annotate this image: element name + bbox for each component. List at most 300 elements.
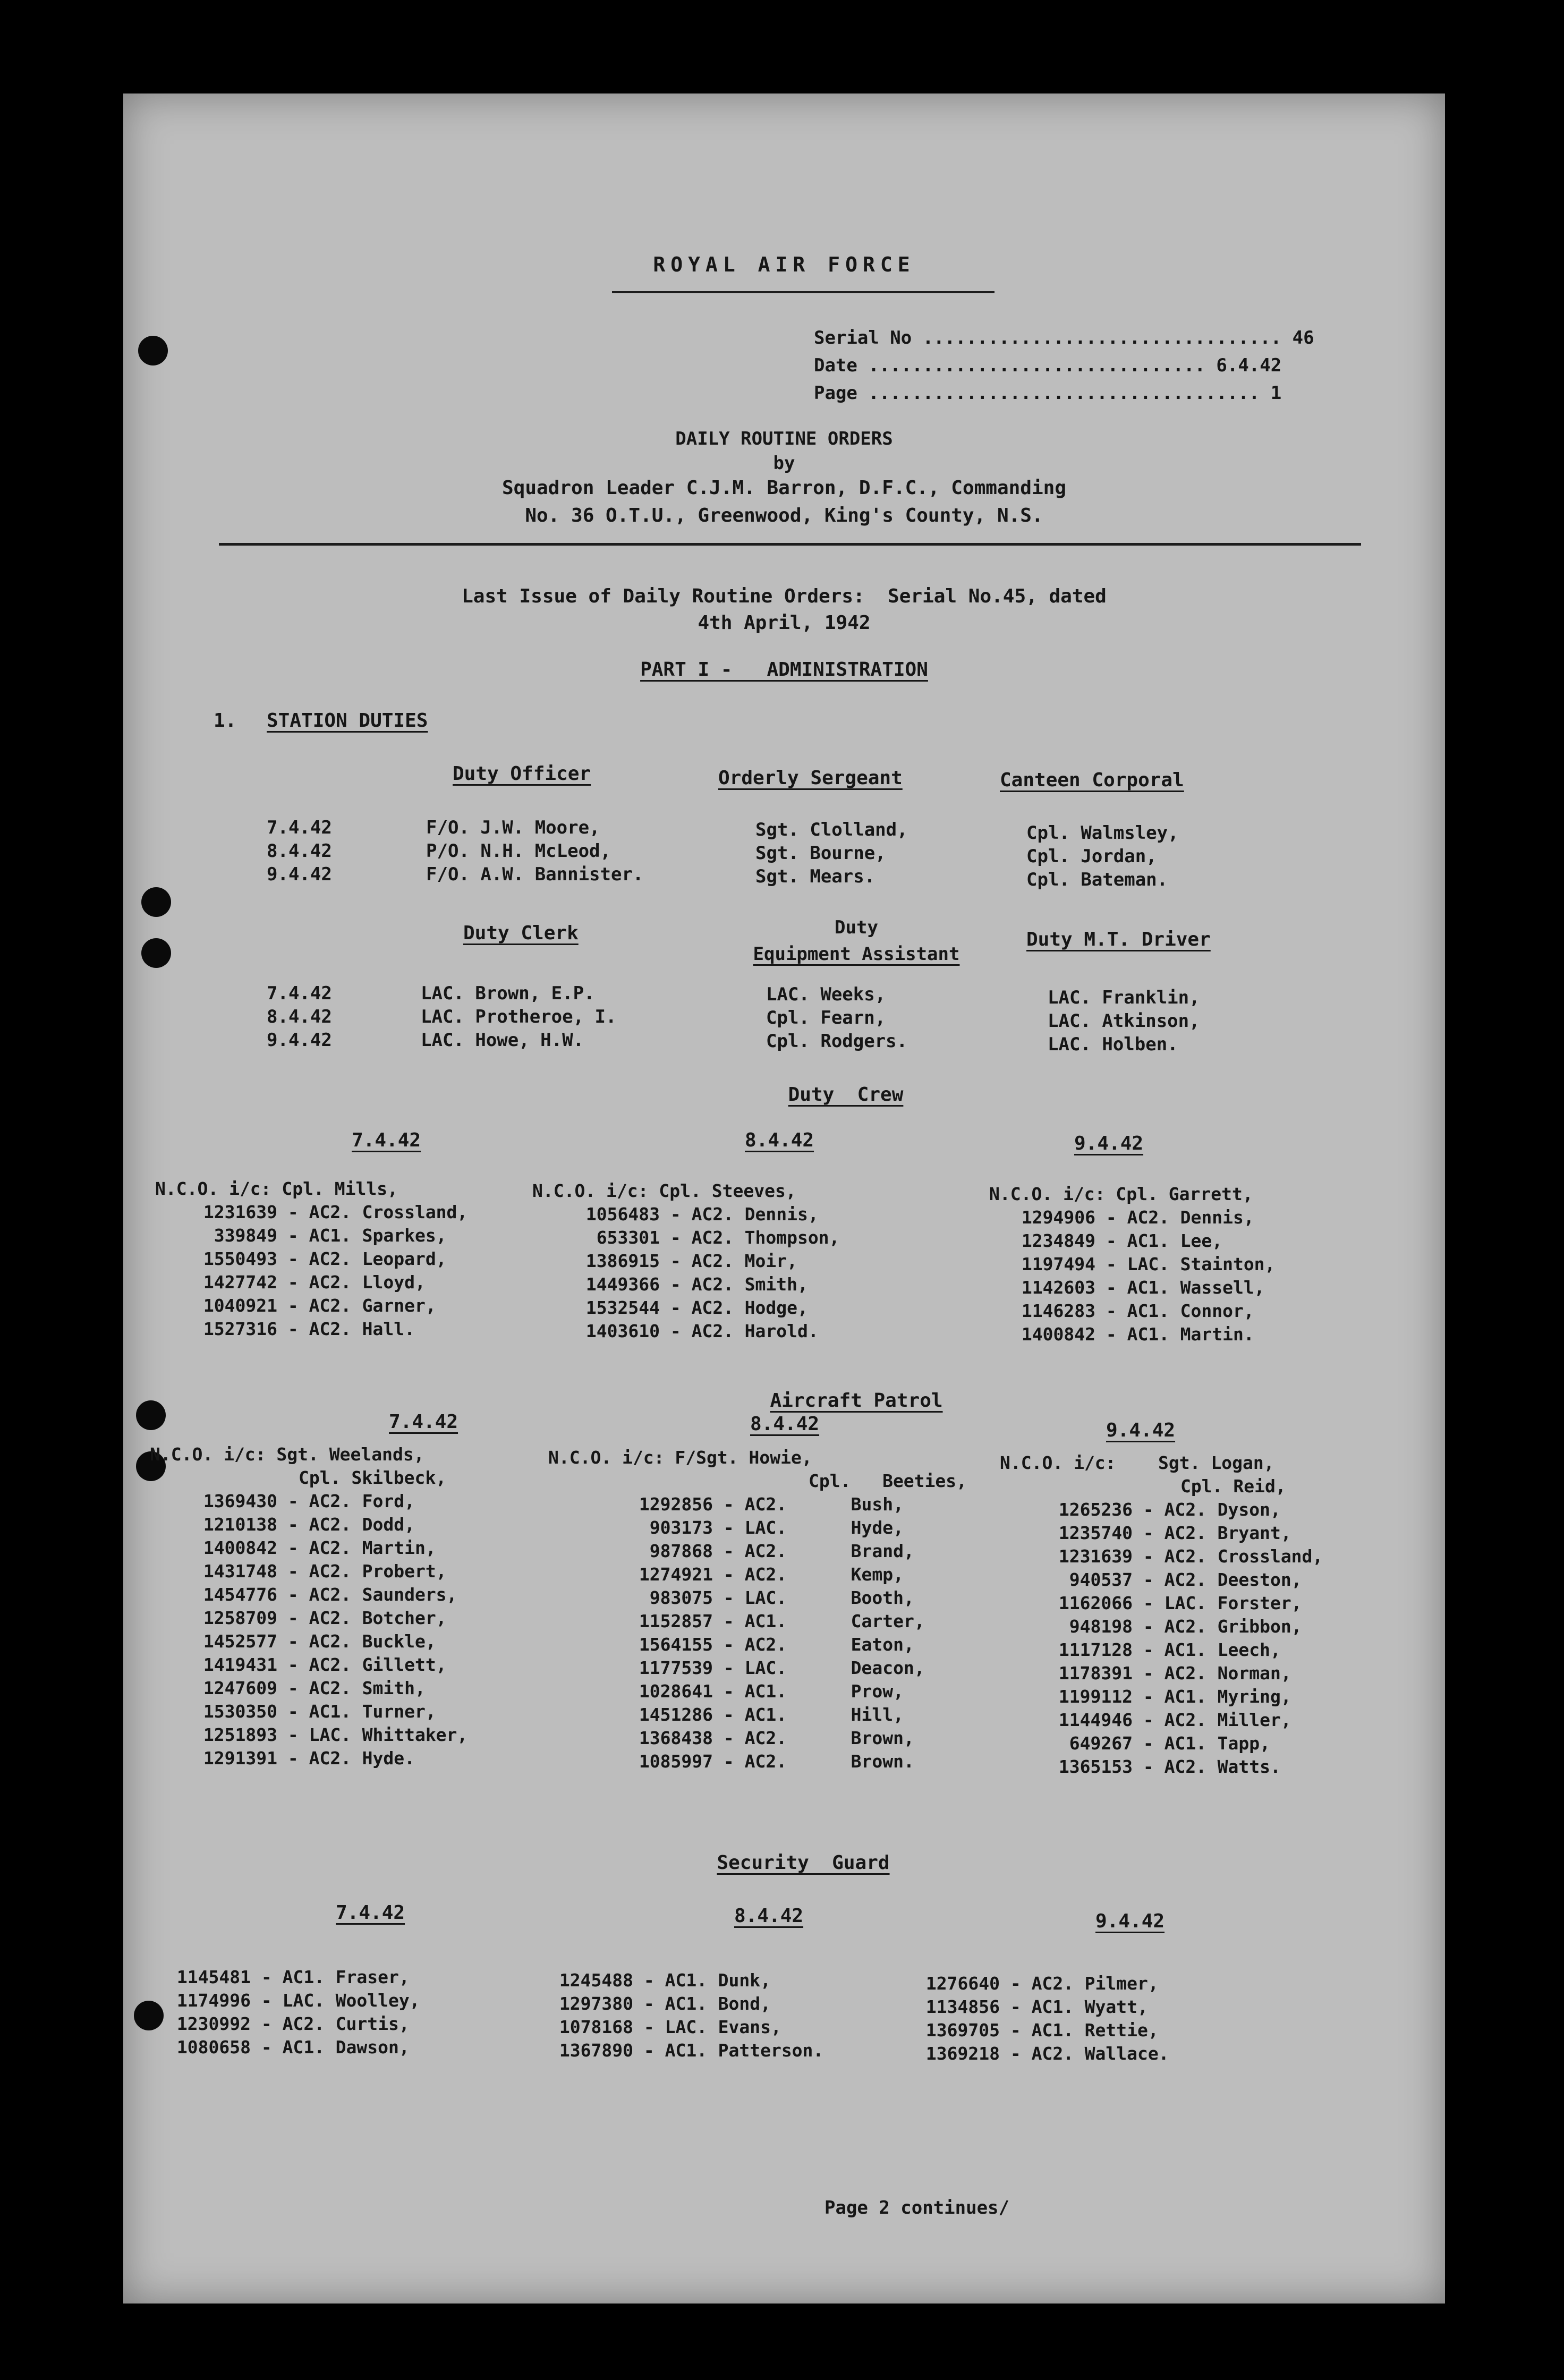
org-title: ROYAL AIR FORCE — [653, 253, 915, 276]
grade: AC2. — [744, 1564, 787, 1585]
surname: Myring, — [1217, 1686, 1291, 1707]
service-number: 1265236 — [1058, 1499, 1133, 1520]
grade: AC1. — [309, 1225, 352, 1246]
grade: AC2. — [691, 1204, 734, 1225]
surname: Crossland, — [1217, 1546, 1323, 1567]
grade: AC2. — [1164, 1756, 1207, 1777]
service-number: 653301 — [596, 1227, 660, 1248]
grade: LAC. — [744, 1658, 787, 1678]
grade: AC1. — [1164, 1639, 1207, 1660]
surname: Bond, — [718, 1993, 771, 2014]
service-number: 1427742 — [203, 1272, 277, 1293]
list-item: 1451286 - AC1. Hill, — [607, 1703, 967, 1727]
surname: Bush, — [851, 1494, 904, 1515]
list-item: 1117128 - AC1. Leech, — [1000, 1638, 1323, 1662]
surname: Fraser, — [335, 1967, 410, 1987]
surname: Probert, — [362, 1561, 447, 1582]
grade: AC2. — [1164, 1499, 1207, 1520]
grade: AC2. — [1127, 1207, 1170, 1228]
header-equipment-1: Duty — [835, 917, 878, 938]
punch-hole — [141, 938, 171, 968]
surname: Patterson. — [718, 2040, 824, 2061]
surname: Hodge, — [744, 1297, 808, 1318]
list-item: 1145481 - AC1. Fraser, — [123, 1966, 420, 1989]
duty-crew-date: 7.4.42 — [352, 1129, 421, 1151]
grade: AC2. — [691, 1274, 734, 1295]
grade: AC1. — [665, 1993, 708, 2014]
grade: AC1. — [1127, 1277, 1170, 1298]
surname: Moir, — [744, 1251, 797, 1271]
service-number: 1532544 — [585, 1297, 660, 1318]
surname: Dennis, — [1180, 1207, 1254, 1228]
service-number: 1294906 — [1021, 1207, 1095, 1228]
service-number: 1368438 — [639, 1728, 713, 1748]
mt-driver: LAC. Franklin, — [1048, 987, 1200, 1008]
grade: AC2. — [309, 1748, 352, 1769]
equipment-assistant-list — [766, 983, 907, 1053]
nco-in-charge: N.C.O. i/c: Sgt. Logan, — [1000, 1452, 1274, 1473]
list-item: 1235740 - AC2. Bryant, — [1000, 1522, 1323, 1545]
list-item: 1365153 - AC2. Watts. — [1000, 1755, 1323, 1779]
service-number: 1564155 — [639, 1634, 713, 1655]
header-canteen-corporal: Canteen Corporal — [1000, 769, 1184, 791]
grade: LAC. — [744, 1517, 787, 1538]
surname: Tapp, — [1217, 1733, 1270, 1754]
mt-driver: LAC. Holben. — [1048, 1034, 1178, 1055]
service-number: 1199112 — [1058, 1686, 1133, 1707]
grade: AC2. — [691, 1297, 734, 1318]
list-item: 1056483 - AC2. Dennis, — [532, 1203, 839, 1226]
duty-officer: F/O. J.W. Moore, — [426, 817, 600, 838]
surname: Dyson, — [1217, 1499, 1281, 1520]
surname: Curtis, — [335, 2013, 410, 2034]
list-item: 903173 - LAC. Hyde, — [607, 1516, 967, 1540]
list-item: 1400842 - AC1. Martin. — [989, 1323, 1275, 1346]
surname: Gillett, — [362, 1654, 447, 1675]
page-line: Page .................................... 1 — [814, 382, 1282, 404]
list-item: 1530350 - AC1. Turner, — [150, 1700, 468, 1723]
service-number: 1152857 — [639, 1611, 713, 1631]
canteen-corporal: Cpl. Jordan, — [1026, 846, 1157, 867]
list-item: 1449366 - AC2. Smith, — [532, 1273, 839, 1296]
surname: Deacon, — [851, 1658, 925, 1678]
list-item: 1369430 - AC2. Ford, — [150, 1490, 468, 1513]
grade: AC2. — [1164, 1569, 1207, 1590]
surname: Booth, — [851, 1587, 914, 1608]
surname: Harold. — [744, 1321, 819, 1341]
service-number: 987868 — [649, 1541, 713, 1561]
grade: LAC. — [282, 1990, 325, 2011]
surname: Ford, — [362, 1491, 415, 1511]
grade: AC2. — [744, 1634, 787, 1655]
list-item: 1294906 - AC2. Dennis, — [989, 1206, 1275, 1229]
surname: Crossland, — [362, 1202, 468, 1222]
surname: Pilmer, — [1084, 1973, 1159, 1994]
patrol-date: 8.4.42 — [750, 1413, 820, 1435]
service-number: 1162066 — [1058, 1593, 1133, 1613]
grade: AC2. — [309, 1514, 352, 1535]
grade: AC1. — [1164, 1733, 1207, 1754]
unit-line: No. 36 O.T.U., Greenwood, King's County, N.S. — [525, 505, 1043, 526]
grade: LAC. — [1127, 1254, 1170, 1274]
service-number: 1365153 — [1058, 1756, 1133, 1777]
grade: AC2. — [744, 1494, 787, 1515]
nco-in-charge: N.C.O. i/c: Sgt. Weelands, — [150, 1444, 424, 1465]
surname: Whittaker, — [362, 1724, 468, 1745]
list-item: 1152857 - AC1. Carter, — [607, 1610, 967, 1633]
list-item: 339849 - AC1. Sparkes, — [155, 1224, 468, 1247]
surname: Smith, — [362, 1678, 426, 1698]
orders-by: by — [773, 453, 795, 474]
service-number: 1178391 — [1058, 1663, 1133, 1684]
officer-dates — [267, 816, 332, 886]
grade: AC1. — [282, 1967, 325, 1987]
date-line: Date ............................... 6.4.42 — [814, 355, 1282, 376]
surname: Dennis, — [744, 1204, 819, 1225]
duty-clerk: LAC. Howe, H.W. — [421, 1030, 584, 1051]
surname: Buckle, — [362, 1631, 436, 1652]
list-item: 983075 - LAC. Booth, — [607, 1586, 967, 1610]
list-item: 1265236 - AC2. Dyson, — [1000, 1498, 1323, 1522]
service-number: 1431748 — [203, 1561, 277, 1582]
service-number: 1251893 — [203, 1724, 277, 1745]
orderly-sergeant: Sgt. Bourne, — [755, 843, 886, 864]
grade: AC1. — [665, 2040, 708, 2061]
grade: AC1. — [744, 1704, 787, 1725]
grade: AC2. — [1164, 1710, 1207, 1730]
duty-crew-day-3 — [989, 1183, 1275, 1346]
surname: Connor, — [1180, 1300, 1254, 1321]
equipment-assistant: LAC. Weeks, — [766, 984, 886, 1005]
security-guard-day-2 — [506, 1969, 823, 2062]
punch-hole — [136, 1400, 166, 1430]
surname: Hyde, — [851, 1517, 904, 1538]
service-number: 1258709 — [203, 1608, 277, 1628]
page-continues-note: Page 2 continues/ — [824, 2197, 1009, 2218]
list-item: 1369705 - AC1. Rettie, — [872, 2019, 1169, 2042]
list-item: 1234849 - AC1. Lee, — [989, 1229, 1275, 1253]
nco-in-charge: N.C.O. i/c: F/Sgt. Howie, — [548, 1447, 812, 1468]
surname: Lloyd, — [362, 1272, 426, 1293]
grade: AC1. — [1164, 1686, 1207, 1707]
security-guard-day-3 — [872, 1972, 1169, 2066]
list-item: 1291391 - AC2. Hyde. — [150, 1747, 468, 1770]
guard-date: 7.4.42 — [336, 1902, 405, 1924]
service-number: 1369430 — [203, 1491, 277, 1511]
service-number: 1174996 — [176, 1990, 251, 2011]
list-item: 1078168 - LAC. Evans, — [506, 2016, 823, 2039]
service-number: 1117128 — [1058, 1639, 1133, 1660]
grade: LAC. — [665, 2017, 708, 2037]
service-number: 1527316 — [203, 1319, 277, 1339]
list-item: 1162066 - LAC. Forster, — [1000, 1592, 1323, 1615]
surname: Martin, — [362, 1537, 436, 1558]
service-number: 1056483 — [585, 1204, 660, 1225]
list-item: 1276640 - AC2. Pilmer, — [872, 1972, 1169, 1995]
section-title: STATION DUTIES — [267, 710, 428, 732]
list-item: 1369218 - AC2. Wallace. — [872, 2042, 1169, 2066]
service-number: 1530350 — [203, 1701, 277, 1722]
duty-officer: F/O. A.W. Bannister. — [426, 864, 644, 885]
grade: AC2. — [309, 1319, 352, 1339]
surname: Garner, — [362, 1295, 436, 1316]
punch-hole — [138, 336, 168, 366]
list-item: 1199112 - AC1. Myring, — [1000, 1685, 1323, 1708]
header-duty-officer: Duty Officer — [453, 763, 591, 785]
list-item: 1210138 - AC2. Dodd, — [150, 1513, 468, 1536]
list-item: 948198 - AC2. Gribbon, — [1000, 1615, 1323, 1638]
service-number: 983075 — [649, 1587, 713, 1608]
duty-clerk: LAC. Brown, E.P. — [421, 983, 595, 1004]
service-number: 1454776 — [203, 1584, 277, 1605]
service-number: 1403610 — [585, 1321, 660, 1341]
list-item: 1454776 - AC2. Saunders, — [150, 1583, 468, 1606]
list-item: 1527316 - AC2. Hall. — [155, 1318, 468, 1341]
orderly-sergeant: Sgt. Mears. — [755, 866, 876, 887]
surname: Kemp, — [851, 1564, 904, 1585]
surname: Woolley, — [335, 1990, 420, 2011]
grade: AC2. — [309, 1678, 352, 1698]
second-nco: Cpl. Reid, — [1180, 1476, 1286, 1497]
surname: Bryant, — [1217, 1523, 1291, 1543]
grade: AC2. — [309, 1537, 352, 1558]
list-item: 1386915 - AC2. Moir, — [532, 1250, 839, 1273]
aircraft-patrol-day-2 — [548, 1446, 967, 1773]
grade: AC2. — [691, 1227, 734, 1248]
grade: AC1. — [744, 1611, 787, 1631]
service-number: 903173 — [649, 1517, 713, 1538]
list-item: 1231639 - AC2. Crossland, — [1000, 1545, 1323, 1568]
list-item: 1080658 - AC1. Dawson, — [123, 2036, 420, 2059]
surname: Brown. — [851, 1751, 914, 1772]
surname: Leech, — [1217, 1639, 1281, 1660]
service-number: 1197494 — [1021, 1254, 1095, 1274]
document-page — [123, 94, 1445, 2304]
surname: Brand, — [851, 1541, 914, 1561]
list-item: 1245488 - AC1. Dunk, — [506, 1969, 823, 1992]
list-item: 1146283 - AC1. Connor, — [989, 1299, 1275, 1323]
grade: AC2. — [309, 1272, 352, 1293]
service-number: 1080658 — [176, 2037, 251, 2058]
surname: Brown, — [851, 1728, 914, 1748]
list-item: 1403610 - AC2. Harold. — [532, 1320, 839, 1343]
service-number: 1419431 — [203, 1654, 277, 1675]
list-item: 1197494 - LAC. Stainton, — [989, 1253, 1275, 1276]
header-orderly-sergeant: Orderly Sergeant — [718, 767, 903, 789]
surname: Saunders, — [362, 1584, 457, 1605]
service-number: 1297380 — [559, 1993, 633, 2014]
surname: Thompson, — [744, 1227, 840, 1248]
list-item: 1297380 - AC1. Bond, — [506, 1992, 823, 2016]
list-item: 1028641 - AC1. Prow, — [607, 1680, 967, 1703]
grade: AC1. — [309, 1701, 352, 1722]
grade: AC1. — [1127, 1324, 1170, 1345]
grade: AC2. — [309, 1491, 352, 1511]
list-item: 1368438 - AC2. Brown, — [607, 1727, 967, 1750]
nco-in-charge: N.C.O. i/c: Cpl. Garrett, — [989, 1184, 1253, 1204]
list-item: 1144946 - AC2. Miller, — [1000, 1708, 1323, 1732]
surname: Gribbon, — [1217, 1616, 1302, 1637]
service-number: 1449366 — [585, 1274, 660, 1295]
commander-line: Squadron Leader C.J.M. Barron, D.F.C., Commanding — [502, 477, 1067, 499]
list-item: 1231639 - AC2. Crossland, — [155, 1201, 468, 1224]
service-number: 1028641 — [639, 1681, 713, 1702]
grade: AC2. — [744, 1751, 787, 1772]
grade: AC2. — [1164, 1616, 1207, 1637]
service-number: 1369218 — [925, 2043, 1000, 2064]
service-number: 1078168 — [559, 2017, 633, 2037]
service-number: 1292856 — [639, 1494, 713, 1515]
service-number: 1235740 — [1058, 1523, 1133, 1543]
duty-officer: P/O. N.H. McLeod, — [426, 840, 611, 862]
surname: Wyatt, — [1084, 1996, 1148, 2017]
mt-driver-list — [1048, 986, 1200, 1056]
service-number: 1146283 — [1021, 1300, 1095, 1321]
list-item: 653301 - AC2. Thompson, — [532, 1226, 839, 1250]
list-item: 1550493 - AC2. Leopard, — [155, 1247, 468, 1271]
patrol-date: 7.4.42 — [389, 1411, 458, 1433]
guard-date: 8.4.42 — [734, 1905, 804, 1927]
list-item: 1258709 - AC2. Botcher, — [150, 1606, 468, 1630]
duty-crew-date: 9.4.42 — [1074, 1133, 1144, 1154]
surname: Dawson, — [335, 2037, 410, 2058]
service-number: 940537 — [1069, 1569, 1133, 1590]
clerk-dates — [267, 982, 332, 1052]
surname: Hyde. — [362, 1748, 415, 1769]
grade: AC2. — [309, 1248, 352, 1269]
equipment-assistant: Cpl. Fearn, — [766, 1007, 886, 1028]
list-item: 1427742 - AC2. Lloyd, — [155, 1271, 468, 1294]
grade: AC2. — [309, 1295, 352, 1316]
equipment-assistant: Cpl. Rodgers. — [766, 1031, 908, 1052]
surname: Hall. — [362, 1319, 415, 1339]
surname: Turner, — [362, 1701, 436, 1722]
nco-in-charge: N.C.O. i/c: Cpl. Steeves, — [532, 1180, 796, 1201]
grade: AC2. — [744, 1541, 787, 1561]
section-number: 1. — [214, 710, 237, 732]
list-item: 987868 - AC2. Brand, — [607, 1540, 967, 1563]
service-number: 1291391 — [203, 1748, 277, 1769]
list-item: 1367890 - AC1. Patterson. — [506, 2039, 823, 2062]
surname: Wallace. — [1084, 2043, 1169, 2064]
list-item: 1178391 - AC2. Norman, — [1000, 1662, 1323, 1685]
list-item: 1431748 - AC2. Probert, — [150, 1560, 468, 1583]
list-item: 649267 - AC1. Tapp, — [1000, 1732, 1323, 1755]
service-number: 1040921 — [203, 1295, 277, 1316]
list-item: 1564155 - AC2. Eaton, — [607, 1633, 967, 1656]
orderly-sergeant-list — [755, 818, 908, 888]
orderly-sergeant: Sgt. Clolland, — [755, 819, 908, 840]
grade: LAC. — [744, 1587, 787, 1608]
surname: Evans, — [718, 2017, 781, 2037]
list-item: 1292856 - AC2. Bush, — [607, 1493, 967, 1516]
duty-clerk: LAC. Protheroe, I. — [421, 1006, 617, 1027]
duty-clerk-list — [421, 982, 616, 1052]
service-number: 1386915 — [585, 1251, 660, 1271]
list-item: 1419431 - AC2. Gillett, — [150, 1653, 468, 1677]
surname: Lee, — [1180, 1230, 1223, 1251]
grade: AC2. — [282, 2013, 325, 2034]
service-number: 1142603 — [1021, 1277, 1095, 1298]
canteen-corporal: Cpl. Bateman. — [1026, 869, 1168, 890]
last-issue-line-1: Last Issue of Daily Routine Orders: Serial No.45, dated — [462, 585, 1107, 607]
surname: Stainton, — [1180, 1254, 1276, 1274]
grade: AC1. — [1127, 1300, 1170, 1321]
surname: Wassell, — [1180, 1277, 1265, 1298]
surname: Norman, — [1217, 1663, 1291, 1684]
grade: AC1. — [1031, 2020, 1074, 2041]
grade: AC2. — [309, 1608, 352, 1628]
surname: Dodd, — [362, 1514, 415, 1535]
list-item: 1532544 - AC2. Hodge, — [532, 1296, 839, 1320]
patrol-date: 9.4.42 — [1106, 1420, 1176, 1441]
surname: Carter, — [851, 1611, 925, 1631]
header-equipment-2: Equipment Assistant — [753, 944, 960, 965]
grade: AC1. — [1031, 1996, 1074, 2017]
grade: AC2. — [1031, 1973, 1074, 1994]
service-number: 1550493 — [203, 1248, 277, 1269]
service-number: 1452577 — [203, 1631, 277, 1652]
surname: Deeston, — [1217, 1569, 1302, 1590]
grade: LAC. — [1164, 1593, 1207, 1613]
title-underline — [612, 291, 994, 293]
aircraft-patrol-title: Aircraft Patrol — [770, 1390, 943, 1412]
surname: Smith, — [744, 1274, 808, 1295]
surname: Watts. — [1217, 1756, 1281, 1777]
service-number: 1274921 — [639, 1564, 713, 1585]
service-number: 1085997 — [639, 1751, 713, 1772]
list-item: 1177539 - LAC. Deacon, — [607, 1656, 967, 1680]
grade: AC1. — [665, 1970, 708, 1991]
service-number: 1210138 — [203, 1514, 277, 1535]
service-number: 1230992 — [176, 2013, 251, 2034]
second-nco: Cpl. Skilbeck, — [299, 1467, 447, 1488]
service-number: 948198 — [1069, 1616, 1133, 1637]
canteen-corporal-list — [1026, 821, 1179, 891]
surname: Sparkes, — [362, 1225, 447, 1246]
list-item: 1400842 - AC2. Martin, — [150, 1536, 468, 1560]
list-item: 1040921 - AC2. Garner, — [155, 1294, 468, 1318]
service-number: 1276640 — [925, 1973, 1000, 1994]
grade: AC2. — [309, 1631, 352, 1652]
surname: Martin. — [1180, 1324, 1254, 1345]
surname: Hill, — [851, 1704, 904, 1725]
service-number: 1451286 — [639, 1704, 713, 1725]
list-item: 1174996 - LAC. Woolley, — [123, 1989, 420, 2012]
list-item: 1085997 - AC2. Brown. — [607, 1750, 967, 1773]
header-rule — [219, 543, 1361, 546]
grade: AC1. — [282, 2037, 325, 2058]
date: 9.4.42 — [267, 1030, 332, 1051]
duty-crew-date: 8.4.42 — [745, 1129, 814, 1151]
list-item: 1230992 - AC2. Curtis, — [123, 2012, 420, 2036]
grade: LAC. — [309, 1724, 352, 1745]
service-number: 1231639 — [1058, 1546, 1133, 1567]
grade: AC1. — [1127, 1230, 1170, 1251]
list-item: 1452577 - AC2. Buckle, — [150, 1630, 468, 1653]
guard-date: 9.4.42 — [1095, 1910, 1165, 1932]
duty-officer-list — [426, 816, 643, 886]
service-number: 1177539 — [639, 1658, 713, 1678]
service-number: 1134856 — [925, 1996, 1000, 2017]
service-number: 1400842 — [203, 1537, 277, 1558]
grade: AC2. — [309, 1584, 352, 1605]
service-number: 1247609 — [203, 1678, 277, 1698]
list-item: 1134856 - AC1. Wyatt, — [872, 1995, 1169, 2019]
security-guard-title: Security Guard — [717, 1852, 890, 1874]
duty-crew-day-2 — [532, 1179, 839, 1343]
service-number: 1400842 — [1021, 1324, 1095, 1345]
